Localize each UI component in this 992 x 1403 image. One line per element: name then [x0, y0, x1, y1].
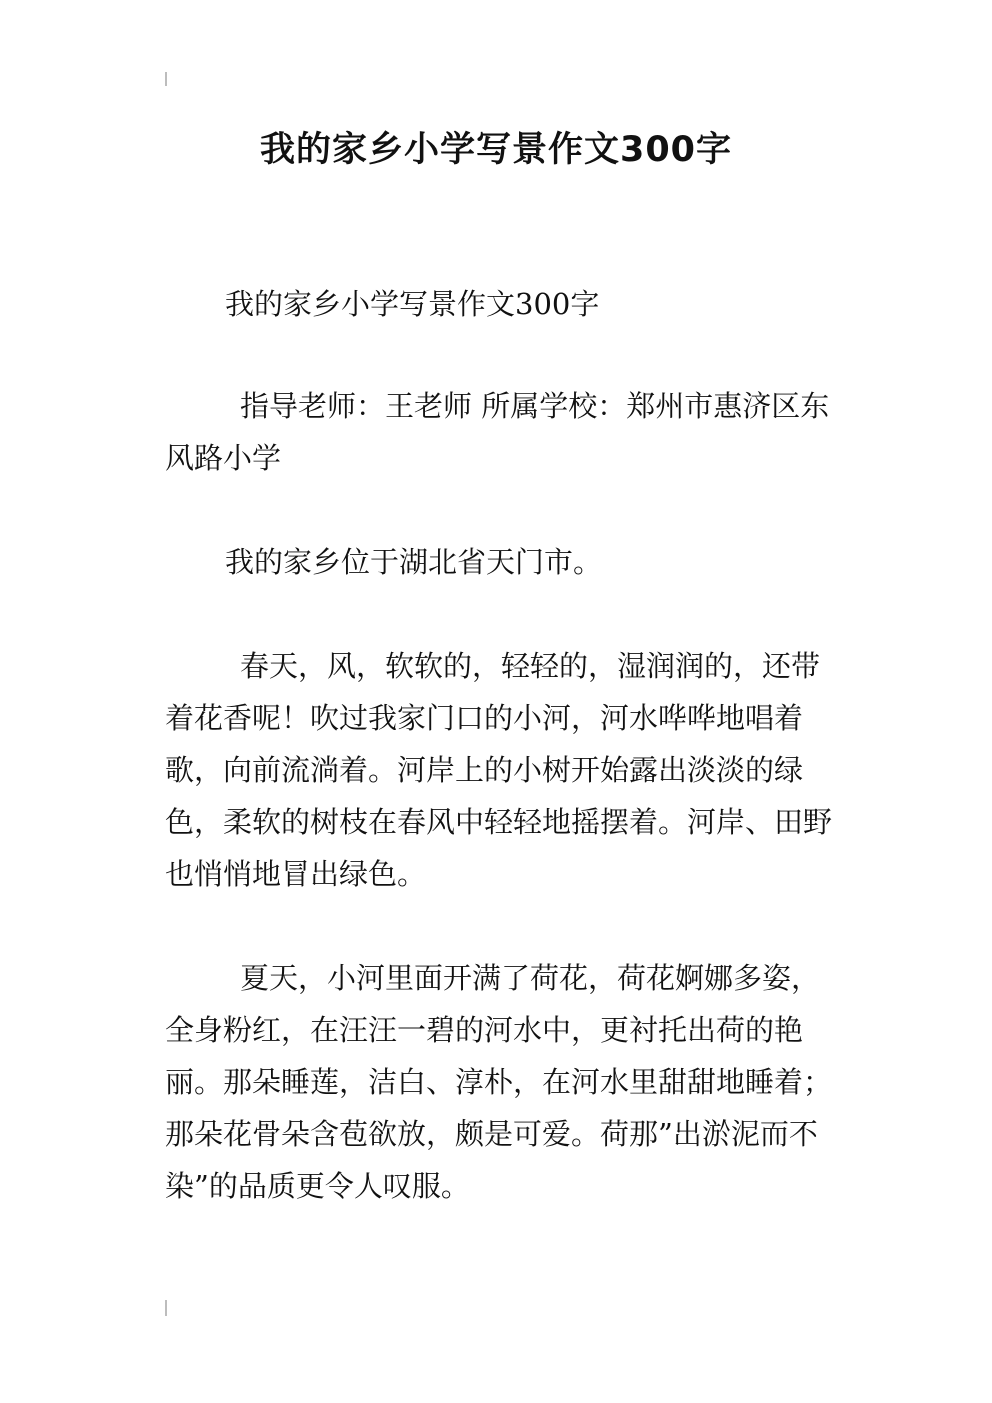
document-title: 我的家乡小学写景作文300字 — [259, 130, 733, 170]
paragraph-spring: 春天，风，软软的，轻轻的，湿润润的，还带着花香呢！吹过我家门口的小河，河水哗哗地唱着歌，向前流淌着。河岸上的小树开始露出淡淡的绿色，柔软的树枝在春风中轻轻地摇摆着。河岸、田野也悄悄地冒出绿色。 — [165, 649, 833, 891]
page-corner-mark-top — [165, 72, 167, 86]
subtitle-block — [165, 278, 835, 330]
paragraph-hometown: 我的家乡位于湖北省天门市。 — [225, 545, 603, 579]
document-subtitle: 我的家乡小学写景作文300字 — [225, 287, 600, 321]
spring-block — [165, 640, 835, 900]
summer-block — [165, 952, 835, 1212]
hometown-block — [165, 536, 835, 588]
teacher-school-line: 指导老师：王老师 所属学校：郑州市惠济区东风路小学 — [165, 389, 830, 475]
page-corner-mark-bottom — [165, 1300, 167, 1316]
teacher-block — [165, 380, 835, 484]
paragraph-summer: 夏天，小河里面开满了荷花，荷花婀娜多姿，全身粉红，在汪汪一碧的河水中，更衬托出荷的艳丽。那朵睡莲，洁白、淳朴，在河水里甜甜地睡着；那朵花骨朵含苞欲放，颇是可爱。荷那”出淤泥而不染”的品质更令人叹服。 — [165, 961, 833, 1203]
